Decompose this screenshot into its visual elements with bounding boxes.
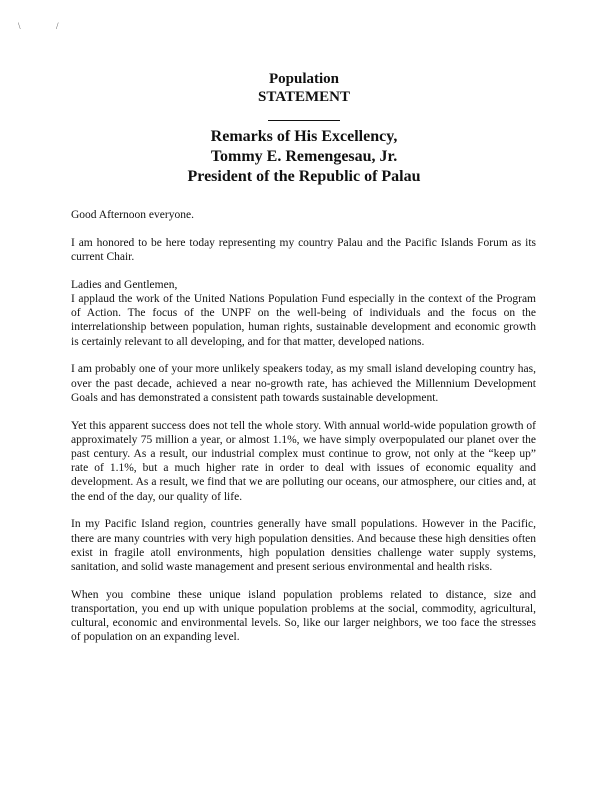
paragraph-introduction: I am honored to be here today representing my country Palau and the Pacific Islands Forum as its current Chair.: [71, 236, 536, 263]
speaker-title: President of the Republic of Palau: [187, 168, 421, 185]
document-subtitle: STATEMENT: [258, 89, 350, 105]
paragraph-palau-growth: I am probably one of your more unlikely speakers today, as my small island developing country has, over the past decade, achieved a near no-growth rate, has achieved the Millennium Development Goals and has demonstrated a consistent path towards sustainable development.: [71, 363, 536, 404]
remarks-heading: Remarks of His Excellency,: [210, 128, 398, 145]
title-divider: [268, 120, 340, 121]
paragraph-greeting: Good Afternoon everyone.: [71, 209, 194, 221]
speaker-name: Tommy E. Remengesau, Jr.: [210, 148, 398, 165]
paragraph-pacific-region: In my Pacific Island region, countries generally have small populations. However in the Pacific, there are many countries with very high population densities. And because these high densities often exist in fragile atoll environments, high population densities challenge water supply systems, sanitation, and solid waste management and present serious environmental and health risks.: [71, 518, 536, 574]
paragraph-island-problems: When you combine these unique island population problems related to distance, size and transportation, you end up with unique population problems at the social, commodity, agricultural, cultural, economic and environmental levels. So, like our larger neighbors, we too face the stresses of population on an expanding level.: [71, 588, 536, 644]
speaker-block: [0, 127, 608, 187]
statement-header: [0, 70, 608, 187]
document-title: Population: [268, 71, 340, 87]
salutation: Ladies and Gentlemen,: [71, 278, 178, 291]
scan-mark-left: \: [18, 21, 21, 31]
paragraph-unpf-text: I applaud the work of the United Nations Population Fund especially in the context of the Program of Action. The focus of the UNPF on the well-being of individuals and the focus on the interrelationship between population, human rights, sustainable development and economic growth is certainly relevant to all developing, and for that matter, developed nations.: [71, 293, 536, 348]
scan-mark-right: /: [56, 21, 59, 31]
paragraph-unpf: [71, 278, 536, 349]
speech-body: [71, 208, 536, 658]
paragraph-world-population: Yet this apparent success does not tell the whole story. With annual world-wide population growth of approximately 75 million a year, or almost 1.1%, we have simply overpopulated our planet over the past century. As a result, our industrial complex must continue to grow, not only at the “keep up” rate of 1.1%, but a much higher rate in order to deal with issues of economic equality and development. As a result, we find that we are polluting our oceans, our atmosphere, our cities and, at the end of the day, our quality of life.: [71, 419, 536, 503]
